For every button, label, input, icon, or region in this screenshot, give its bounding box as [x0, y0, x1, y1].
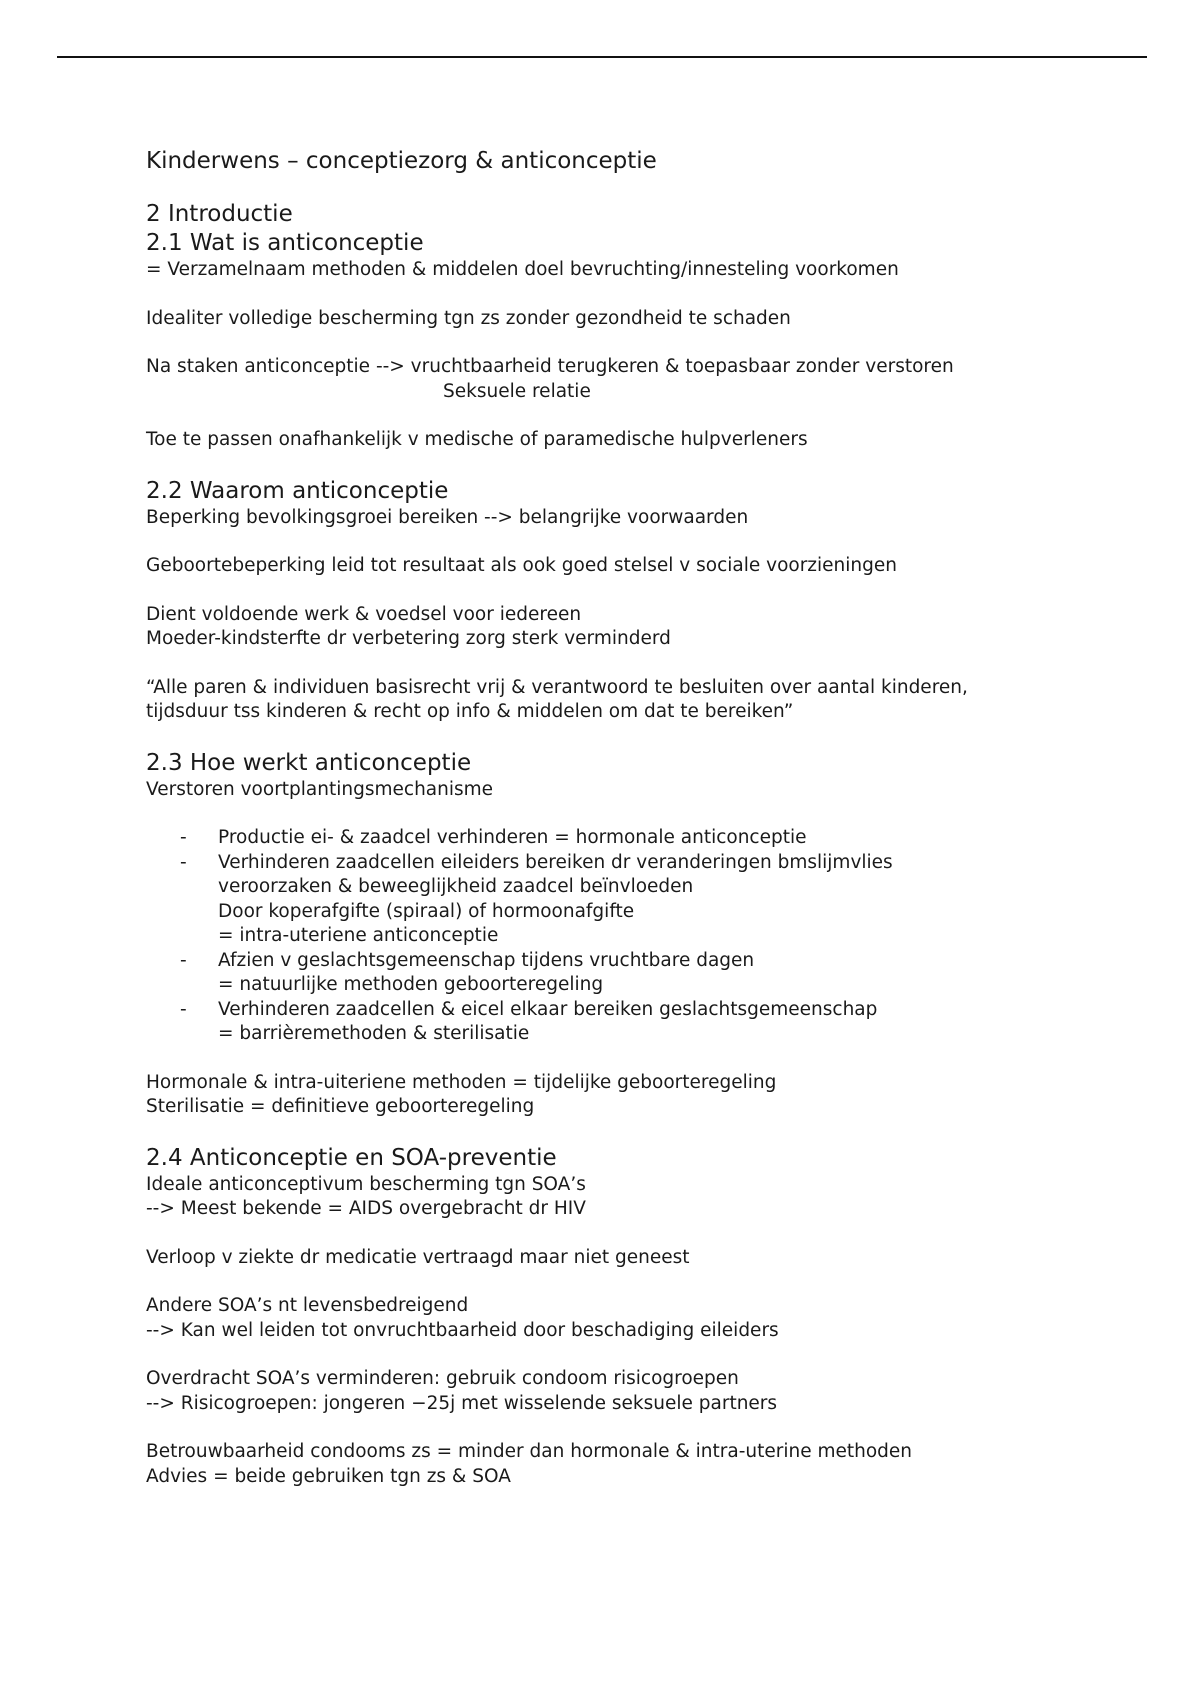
paragraph: Verloop v ziekte dr medicatie vertraagd maar niet geneest — [146, 1246, 690, 1268]
list-item — [180, 949, 1096, 998]
section-2-3 — [146, 749, 1096, 1120]
bullet-dash: - — [180, 949, 187, 971]
paragraph: Na staken anticonceptie --> vruchtbaarheid terugkeren & toepasbaar zonder verstoren — [146, 356, 954, 377]
paragraph: Hormonale & intra-uiteriene methoden = tijdelijke geboorteregeling — [146, 1071, 777, 1093]
paragraph: Sterilisatie = definitieve geboorteregeling — [146, 1096, 535, 1117]
paragraph: Dient voldoende werk & voedsel voor iedereen — [146, 603, 582, 625]
paragraph: --> Kan wel leiden tot onvruchtbaarheid door beschadiging eileiders — [146, 1319, 779, 1341]
list-item — [180, 998, 1096, 1047]
paragraph: Beperking bevolkingsgroei bereiken --> belangrijke voorwaarden — [146, 506, 749, 528]
section-heading: 2.1 Wat is anticonceptie — [146, 230, 424, 256]
document-body — [146, 146, 1096, 1489]
list-item — [180, 826, 1096, 851]
bullet-dash: - — [180, 827, 187, 848]
paragraph: Andere SOA’s nt levensbedreigend — [146, 1295, 469, 1316]
paragraph-continuation: Seksuele relatie — [443, 380, 591, 402]
section-heading: 2.3 Hoe werkt anticonceptie — [146, 749, 472, 776]
paragraph: Overdracht SOA’s verminderen: gebruik condoom risicogroepen — [146, 1368, 739, 1389]
paragraph: Ideale anticonceptivum bescherming tgn SOA’s — [146, 1173, 586, 1195]
section-heading: 2.2 Waarom anticonceptie — [146, 477, 449, 504]
header-rule — [57, 56, 1147, 58]
paragraph: = Verzamelnaam methoden & middelen doel bevruchting/innesteling voorkomen — [146, 259, 899, 280]
list-item-text: Productie ei- & zaadcel verhinderen = hormonale anticonceptie — [218, 827, 807, 848]
document-title: Kinderwens – conceptiezorg & anticonceptie — [146, 148, 657, 174]
quote: tijdsduur tss kinderen & recht op info & middelen om dat te bereiken” — [146, 701, 794, 722]
bullet-dash: - — [180, 851, 187, 873]
section-heading: 2.4 Anticonceptie en SOA-preventie — [146, 1144, 557, 1171]
bullet-list — [146, 826, 1096, 1047]
paragraph: Geboortebeperking leid tot resultaat als ook goed stelsel v sociale voorzieningen — [146, 555, 897, 576]
section-2-2 — [146, 477, 1096, 725]
list-item-text: veroorzaken & beweeglijkheid zaadcel beïnvloeden — [218, 876, 694, 897]
paragraph: Advies = beide gebruiken tgn zs & SOA — [146, 1465, 511, 1487]
paragraph: Toe te passen onafhankelijk v medische of paramedische hulpverleners — [146, 429, 808, 450]
list-item-text: Verhinderen zaadcellen eileiders bereiken dr veranderingen bmslijmvlies — [218, 851, 893, 873]
paragraph: Idealiter volledige bescherming tgn zs zonder gezondheid te schaden — [146, 307, 791, 329]
chapter-heading: 2 Introductie — [146, 201, 293, 227]
section-2-4 — [146, 1144, 1096, 1490]
list-item — [180, 851, 1096, 949]
bullet-dash: - — [180, 998, 187, 1020]
paragraph: Moeder-kindsterfte dr verbetering zorg sterk verminderd — [146, 628, 671, 649]
paragraph: Betrouwbaarheid condooms zs = minder dan hormonale & intra-uterine methoden — [146, 1441, 913, 1462]
paragraph: Verstoren voortplantingsmechanisme — [146, 778, 494, 800]
quote: “Alle paren & individuen basisrecht vrij & verantwoord te besluiten over aantal kinderen, — [146, 676, 968, 698]
list-item-text: Afzien v geslachtsgemeenschap tijdens vruchtbare dagen — [218, 949, 755, 971]
list-item-text: = barrièremethoden & sterilisatie — [218, 1023, 530, 1044]
paragraph: --> Meest bekende = AIDS overgebracht dr HIV — [146, 1198, 586, 1219]
paragraph: --> Risicogroepen: jongeren −25j met wisselende seksuele partners — [146, 1392, 778, 1414]
list-item-text: Door koperafgifte (spiraal) of hormoonafgifte — [218, 900, 635, 922]
section-2-1 — [146, 229, 1096, 453]
list-item-text: = intra-uteriene anticonceptie — [218, 925, 499, 946]
list-item-text: = natuurlijke methoden geboorteregeling — [218, 974, 604, 995]
list-item-text: Verhinderen zaadcellen & eicel elkaar bereiken geslachtsgemeenschap — [218, 998, 878, 1020]
